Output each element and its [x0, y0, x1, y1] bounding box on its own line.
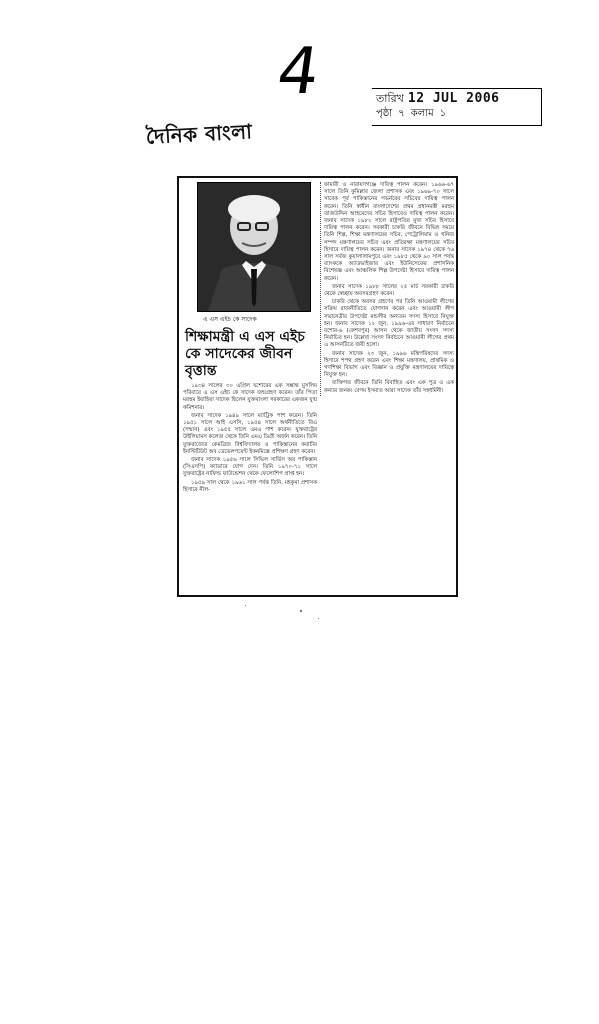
- right-column: [320, 182, 454, 396]
- left-paragraph: ১৯৫৯ সাল থেকে ১৯৬১ সাল পর্যন্ত তিনি, মহকুমা প্রশাসক হিসাবে নীল-: [183, 479, 317, 493]
- date-stamp: [372, 88, 542, 126]
- article-headline: শিক্ষামন্ত্রী এ এস এইচ কে সাদেকের জীবন বৃত্তান্ত: [185, 329, 305, 379]
- right-paragraph: জনাব সাদেক ১৯৮৮ সালের ২৫ মার্চ সরকারী চাকরি থেকে স্বেচ্ছায় অবসরগ্রহণ করেন।: [324, 283, 454, 298]
- page-value: ৭: [398, 108, 405, 119]
- left-paragraph: জনাব সাদেক ১৯৫৬ সালে সিভিল সার্ভিস অব পাকিস্তান (সিএসপি) ক্যাডারে যোগ দেন। তিনি ১৯৭০-৭১ সালে যুক্তরাষ্ট্রের নাফিল্ড ফাউন্ডেশন থেকে ফেলোশিপ প্রাপ্ত হন।: [183, 457, 317, 478]
- left-column: [183, 182, 317, 495]
- newspaper-clipping: [177, 176, 458, 597]
- newspaper-masthead: দৈনিক বাংলা: [145, 119, 253, 149]
- page-label: পৃষ্ঠা: [376, 108, 393, 119]
- right-paragraph: জনাব সাদেক ২৩ জুন, ১৯৯৬ মন্ত্রিপরিষদের সদস্য হিসাবে শপথ গ্রহণ করেন এবং শিক্ষা মন্ত্রণালয়, প্রাথমিক ও গণশিক্ষা বিভাগ এবং বিজ্ঞান ও প্রযুক্তি মন্ত্রণালয়ের দায়িত্বে নিযুক্ত হন।: [324, 350, 454, 379]
- left-paragraph: জনাব সাদেক ১৯৪৯ সালে ম্যাট্রিক পাশ করেন। তিনি ১৯৫১ সালে আই এসসি, ১৯৫৪ সালে অর্থনীতিতে বিএ (সম্মান) এবং ১৯৫৫ সালে এমএ পাশ করেন। যুক্তরাষ্ট্রের উইলিয়ামস কলেজ থেকে তিনি এমএ ডিগ্রী অর্জন করেন। তিনি যুক্তরাজ্যের কেমব্রিজ বিশ্ববিদ্যালয় ও পাকিস্তানের করাচীর ইনস্টিটিউট অব ডেভেলপমেন্ট ইকনমিক্সে প্রশিক্ষণ গ্রহণ করেন।: [183, 412, 317, 455]
- right-paragraph: চাকরি থেকে অবসর গ্রহণের পর তিনি আওয়ামী লীগের সক্রিয় রাজনীতিতে যোগদান করেন এবং আওয়ামী লীগ সভানেত্রীর উপদেষ্টা মন্ডলীর অন্যতম সদস্য হিসাবে নিযুক্ত হন। জনাব সাদেক ১২ জুন, ১৯৯৬-এর সাধারণ নির্বাচনে যশোর-৬ (কেশবপুর) আসন থেকে জাতীয় সংসদ সদস্য নির্বাচিত হন। উল্লেখ্য সংসদ নির্বাচনে আওয়ামী লীগের প্রথম এ আসনটিতে জয়ী হলো।: [324, 299, 454, 349]
- scan-speck: [300, 610, 302, 612]
- left-paragraph: ১৯৩৪ সালের ৩০ এপ্রিল যশোরের এক সম্ভ্রান্ত মুসলিম পরিবারে এ এস এইচ কে সাদেক জন্মগ্রহণ করেন। তাঁর পিতা মরহুম ইয়াহিয়া সাদেক ছিলেন যুক্তবাংলা সরকারের একজন যুগ্ম কমিশনার।: [183, 383, 317, 411]
- handwritten-page-number: 4: [272, 35, 324, 109]
- right-paragraph: ফামারী ও নারায়ণগঞ্জে দায়িত্ব পালন করেন। ১৯৬৬-৬৭ সালে তিনি কুমিল্লার জেলা প্রশাসক এবং ১৯৬৯-৭০ সালে সাবেক পূর্ব পাকিস্তানের গভর্নরের সচিবের দায়িত্ব পালন করেন। তিনি স্বাধীন বাংলাদেশের প্রথম প্রধানমন্ত্রী মরহুম তাজউদ্দিন আহমেদের সচিব হিসাবেও দায়িত্ব পালন করেন। জনাব সাদেক ১৯৮২ সালে রাষ্ট্রপতির মুখ্য সচিব হিসাবে দায়িত্ব পালন করেন। সরকারী চাকরি জীবনে বিভিন্ন সময়ে তিনি শিল্প, শিক্ষা মন্ত্রণালয়ের সচিব, পেট্রোলিয়াম ও খনিজ সম্পদ মন্ত্রণালয়ের সচিব এবং প্রতিরক্ষা মন্ত্রণালয়ের সচিব হিসাবে দায়িত্ব পালন করেন। জনাব সাদেক ১৯৭৪ থেকে ৭৬ সাল সর্বজ কুয়ালালামপুরে এবং ১৯৮৫ থেকে ৯০ সাল পর্যন্ত ব্যাংককে অ্যাডভাইজার এবং ইউনিসেফের প্রশাসনিক বিশেষজ্ঞ এবং আঞ্চলিক শিল্প উপদেষ্টা হিসাবে দায়িত্ব পালন করেন।: [324, 182, 454, 282]
- date-value: 12 JUL 2006: [407, 91, 500, 106]
- portrait-photo: [197, 182, 311, 312]
- right-paragraph: ব্যক্তিগত জীবনে তিনি বিবাহিত এবং এক পুত্র ও এক কন্যার জনক। বেগম ইসমাত আরা সাদেক তাঁর সহধর্মিনী।: [324, 380, 454, 394]
- photo-caption: এ এস এইচ কে সাদেক: [203, 316, 257, 323]
- column-label: কলাম: [410, 108, 434, 119]
- scan-speck: [245, 605, 246, 606]
- column-value: ১: [439, 108, 447, 119]
- date-label: তারিখ: [376, 92, 404, 105]
- scan-speck: [318, 618, 319, 619]
